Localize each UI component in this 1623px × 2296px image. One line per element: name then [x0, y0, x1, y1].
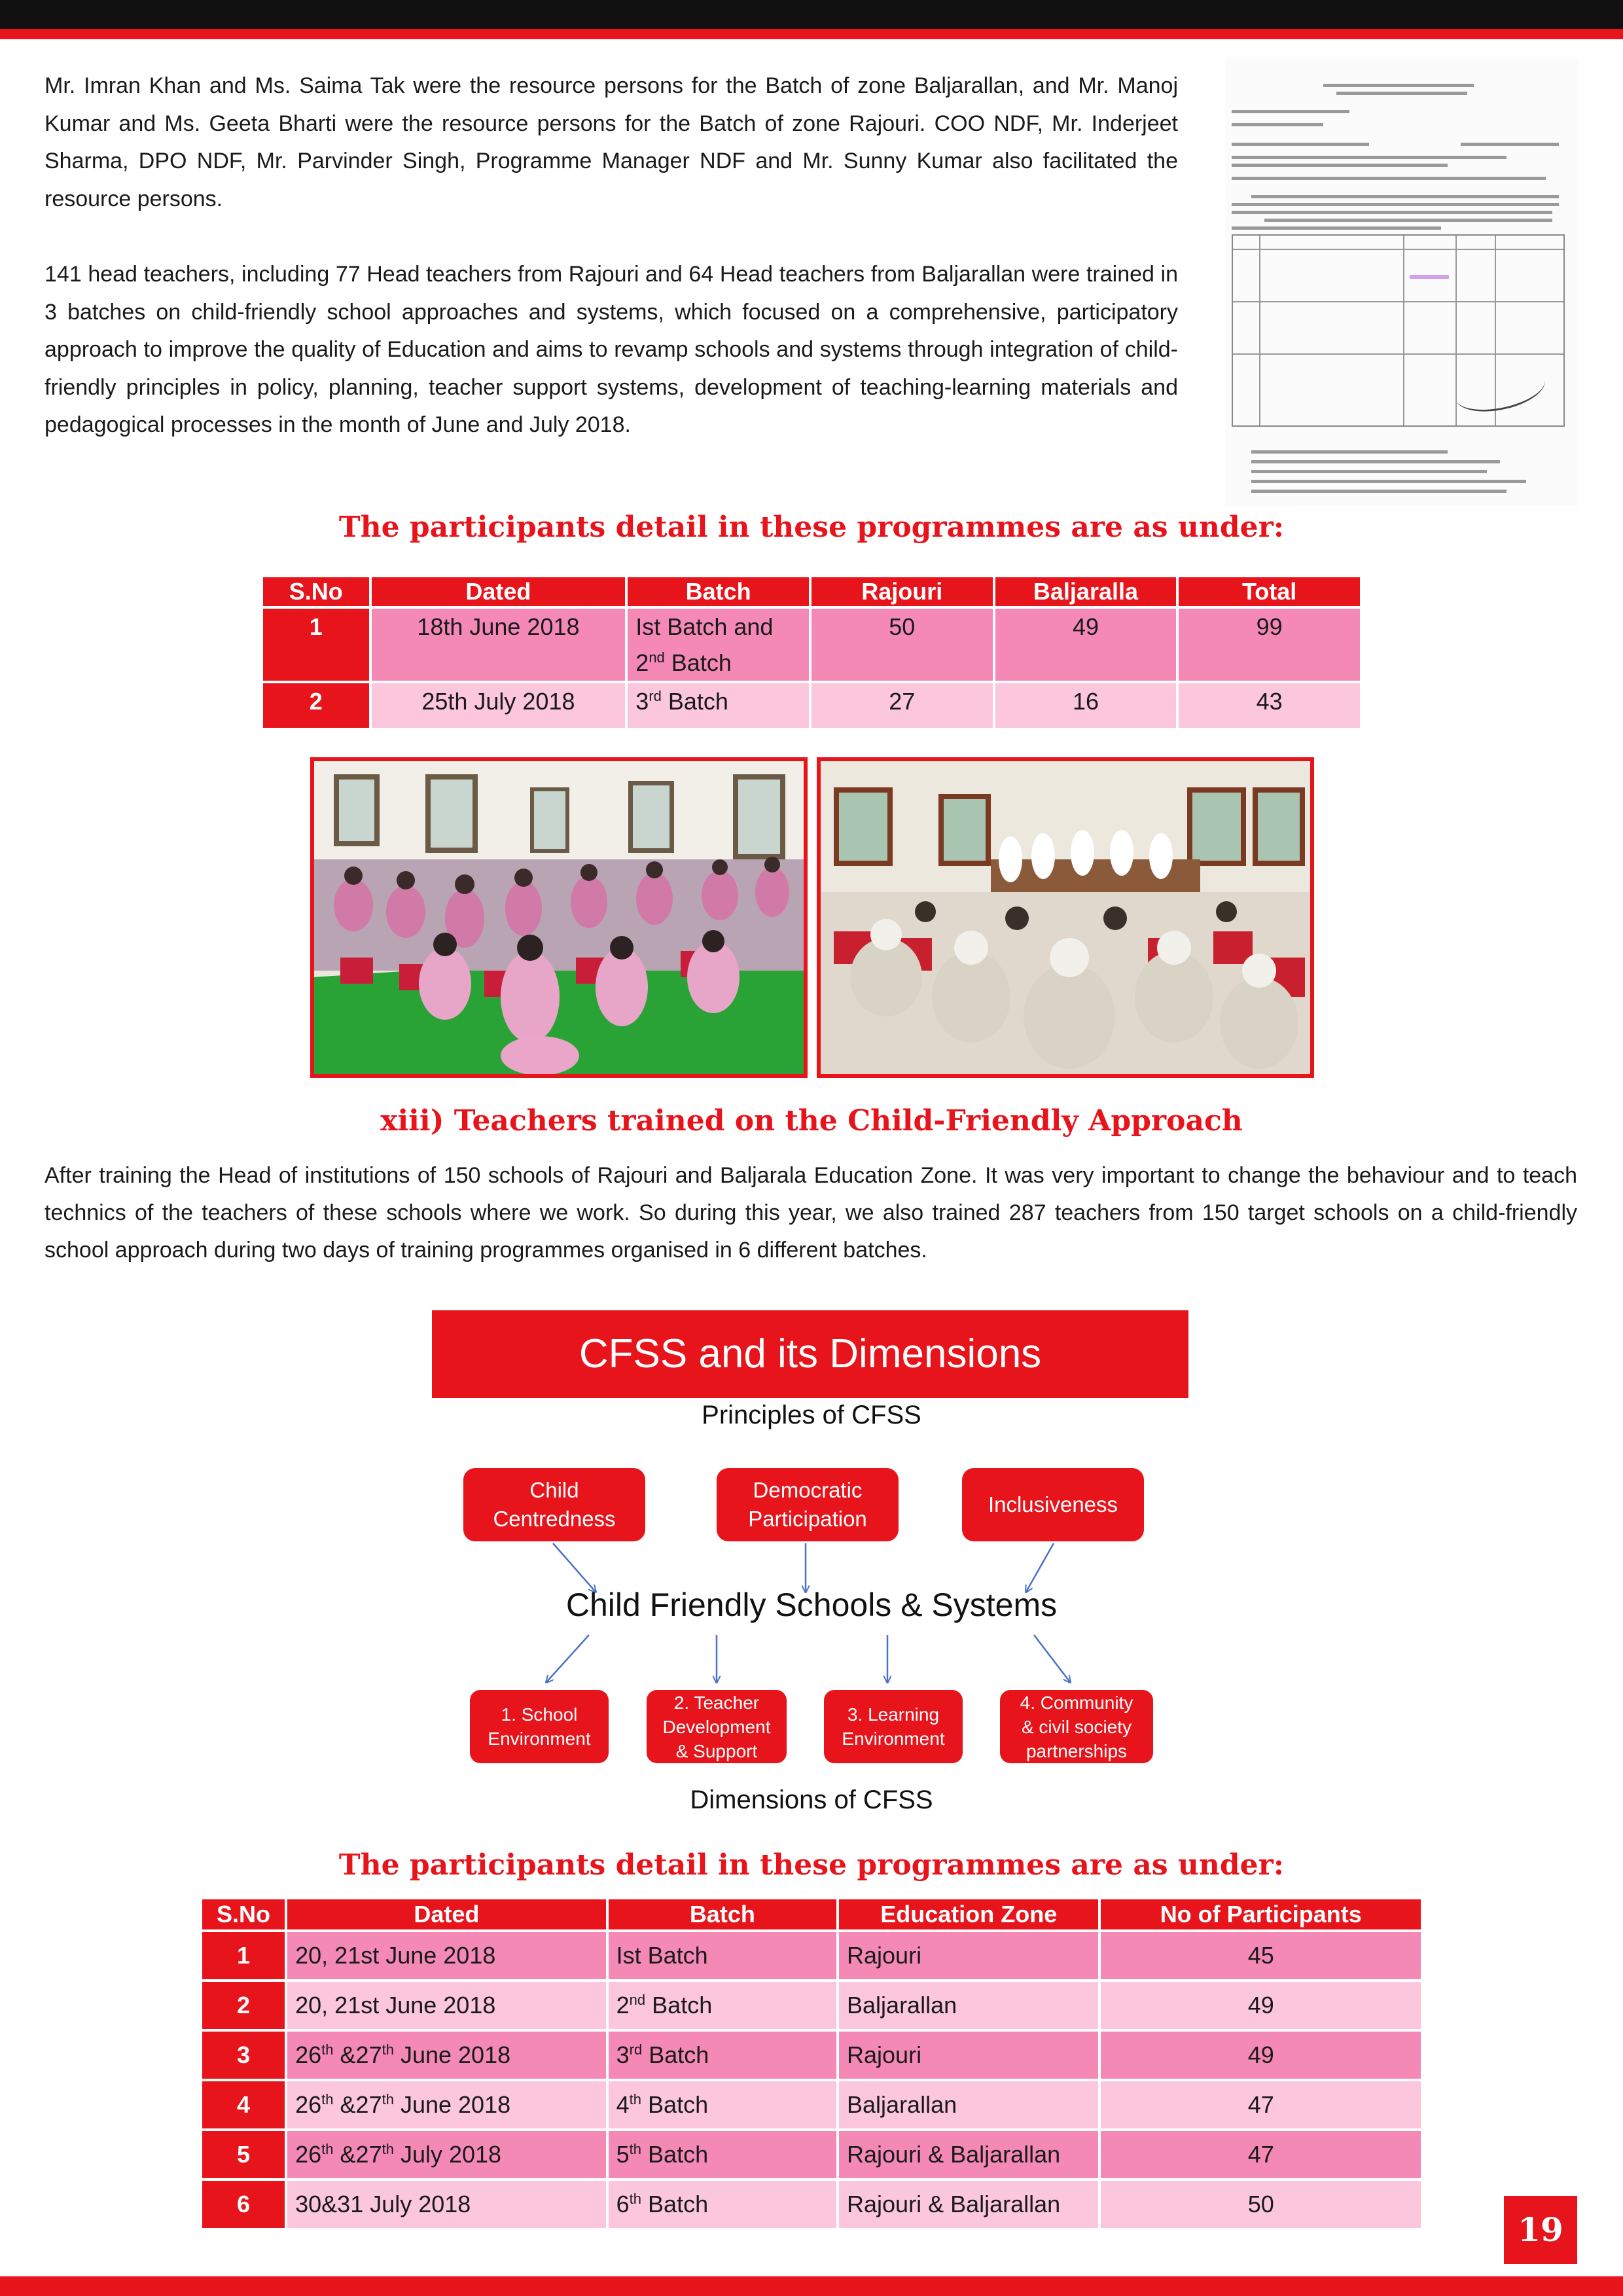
cell-participants: 49 [1101, 2032, 1421, 2079]
table-header-row [202, 1899, 1421, 1929]
dimension-school-environment: 1. School Environment [470, 1690, 609, 1763]
section-heading-xiii: xiii) Teachers trained on the Child-Friendly Approach [380, 1104, 1243, 1138]
participants-heading-2: The participants detail in these programmes are as under: [338, 1848, 1285, 1882]
col-participants: No of Participants [1101, 1899, 1421, 1929]
cell-dated: 20, 21st June 2018 [287, 1982, 606, 2029]
cell-batch: 4th Batch [609, 2081, 836, 2128]
principle-democratic-participation: Democratic Participation [717, 1468, 899, 1541]
paragraph-teachers-trained: After training the Head of institutions of 150 schools of Rajouri and Baljarala Education Zone. It was very important to change the behaviour and to teach technics of the teachers of these schools where we work. So during this year, we also trained 287 teachers from 150 target schools on a child-friendly school approach during two days of training programmes organised in 6 different batches. [45, 1163, 1577, 1263]
table-row [202, 2181, 1421, 2228]
cell-baljaralla: 16 [995, 683, 1177, 728]
cell-dated: 25th July 2018 [372, 683, 626, 728]
cell-zone: Rajouri [839, 1932, 1098, 1979]
cell-sno: 3 [202, 2032, 285, 2079]
principle-child-centredness: Child Centredness [463, 1468, 645, 1541]
cell-participants: 47 [1101, 2081, 1421, 2128]
col-total: Total [1179, 577, 1360, 606]
table-row [202, 2131, 1421, 2178]
cell-batch: 6th Batch [609, 2181, 836, 2228]
cell-total: 43 [1179, 683, 1360, 728]
col-sno: S.No [263, 577, 369, 606]
cell-dated: 30&31 July 2018 [287, 2181, 606, 2228]
cell-dated: 26th &27th July 2018 [287, 2131, 606, 2178]
dimension-community-partnerships: 4. Community & civil society partnerships [1000, 1690, 1153, 1763]
table-row [202, 2081, 1421, 2128]
participants-table-2 [200, 1897, 1423, 2231]
principles-label: Principles of CFSS [702, 1401, 921, 1429]
cell-batch: 2nd Batch [609, 1982, 836, 2029]
cell-total: 99 [1179, 609, 1360, 681]
cell-batch: 3rd Batch [628, 683, 809, 728]
cell-rajouri: 27 [812, 683, 993, 728]
cell-batch: Ist Batch and 2nd Batch [628, 609, 809, 681]
dimension-teacher-development: 2. Teacher Development & Support [647, 1690, 787, 1763]
cell-zone: Rajouri [839, 2032, 1098, 2079]
cell-sno: 6 [202, 2181, 285, 2228]
cell-zone: Rajouri & Baljarallan [839, 2131, 1098, 2178]
col-education-zone: Education Zone [839, 1899, 1098, 1929]
cfss-title: CFSS and its Dimensions [432, 1310, 1188, 1398]
cell-sno: 2 [202, 1982, 285, 2029]
cell-batch: 3rd Batch [609, 2032, 836, 2079]
table-row [202, 1932, 1421, 1979]
dimension-learning-environment: 3. Learning Environment [824, 1690, 963, 1763]
cell-sno: 1 [263, 609, 369, 681]
cell-participants: 50 [1101, 2181, 1421, 2228]
cell-participants: 49 [1101, 1982, 1421, 2029]
cell-batch: Ist Batch [609, 1932, 836, 1979]
cell-rajouri: 50 [812, 609, 993, 681]
cell-sno: 5 [202, 2131, 285, 2178]
cell-batch: 5th Batch [609, 2131, 836, 2178]
col-baljaralla: Baljaralla [995, 577, 1177, 606]
cell-dated: 26th &27th June 2018 [287, 2032, 606, 2079]
cell-sno: 1 [202, 1932, 285, 1979]
bottom-red-bar [0, 2276, 1623, 2296]
cell-baljaralla: 49 [995, 609, 1177, 681]
page-number: 19 [1504, 2196, 1577, 2264]
col-dated: Dated [287, 1899, 606, 1929]
cell-dated: 18th June 2018 [372, 609, 626, 681]
col-batch: Batch [628, 577, 809, 606]
cell-participants: 47 [1101, 2131, 1421, 2178]
principle-inclusiveness: Inclusiveness [962, 1468, 1144, 1541]
cell-dated: 26th &27th June 2018 [287, 2081, 606, 2128]
cell-zone: Rajouri & Baljarallan [839, 2181, 1098, 2228]
cell-zone: Baljarallan [839, 1982, 1098, 2029]
table-row [202, 1982, 1421, 2029]
col-rajouri: Rajouri [812, 577, 993, 606]
paragraph-resource-persons: Mr. Imran Khan and Ms. Saima Tak were the resource persons for the Batch of zone Baljarallan, and Mr. Manoj Kumar and Ms. Geeta Bharti were the resource persons for the Batch of zone Rajouri. COO NDF, Mr. Inderjeet Sharma, DPO NDF, Mr. Parvinder Singh, Programme Manager NDF and Mr. Sunny Kumar also facilitated the resource persons. [45, 73, 1178, 211]
col-batch: Batch [609, 1899, 836, 1929]
participants-heading-1: The participants detail in these programmes are as under: [338, 511, 1285, 544]
cell-sno: 4 [202, 2081, 285, 2128]
cell-zone: Baljarallan [839, 2081, 1098, 2128]
cell-dated: 20, 21st June 2018 [287, 1932, 606, 1979]
table-row [202, 2032, 1421, 2079]
dimensions-label: Dimensions of CFSS [690, 1785, 933, 1814]
col-sno: S.No [202, 1899, 285, 1929]
cfss-center-label: Child Friendly Schools & Systems [565, 1587, 1058, 1623]
cell-sno: 2 [263, 683, 369, 728]
col-dated: Dated [372, 577, 626, 606]
paragraph-head-teachers: 141 head teachers, including 77 Head teachers from Rajouri and 64 Head teachers from Baljarallan were trained in 3 batches on child-friendly school approaches and systems, which focused on a comprehensive, participatory approach to improve the quality of Education and aims to revamp schools and systems through integration of child-friendly principles in policy, planning, teacher support systems, development of teaching-learning materials and pedagogical processes in the month of June and July 2018. [45, 262, 1178, 437]
cell-participants: 45 [1101, 1932, 1421, 1979]
